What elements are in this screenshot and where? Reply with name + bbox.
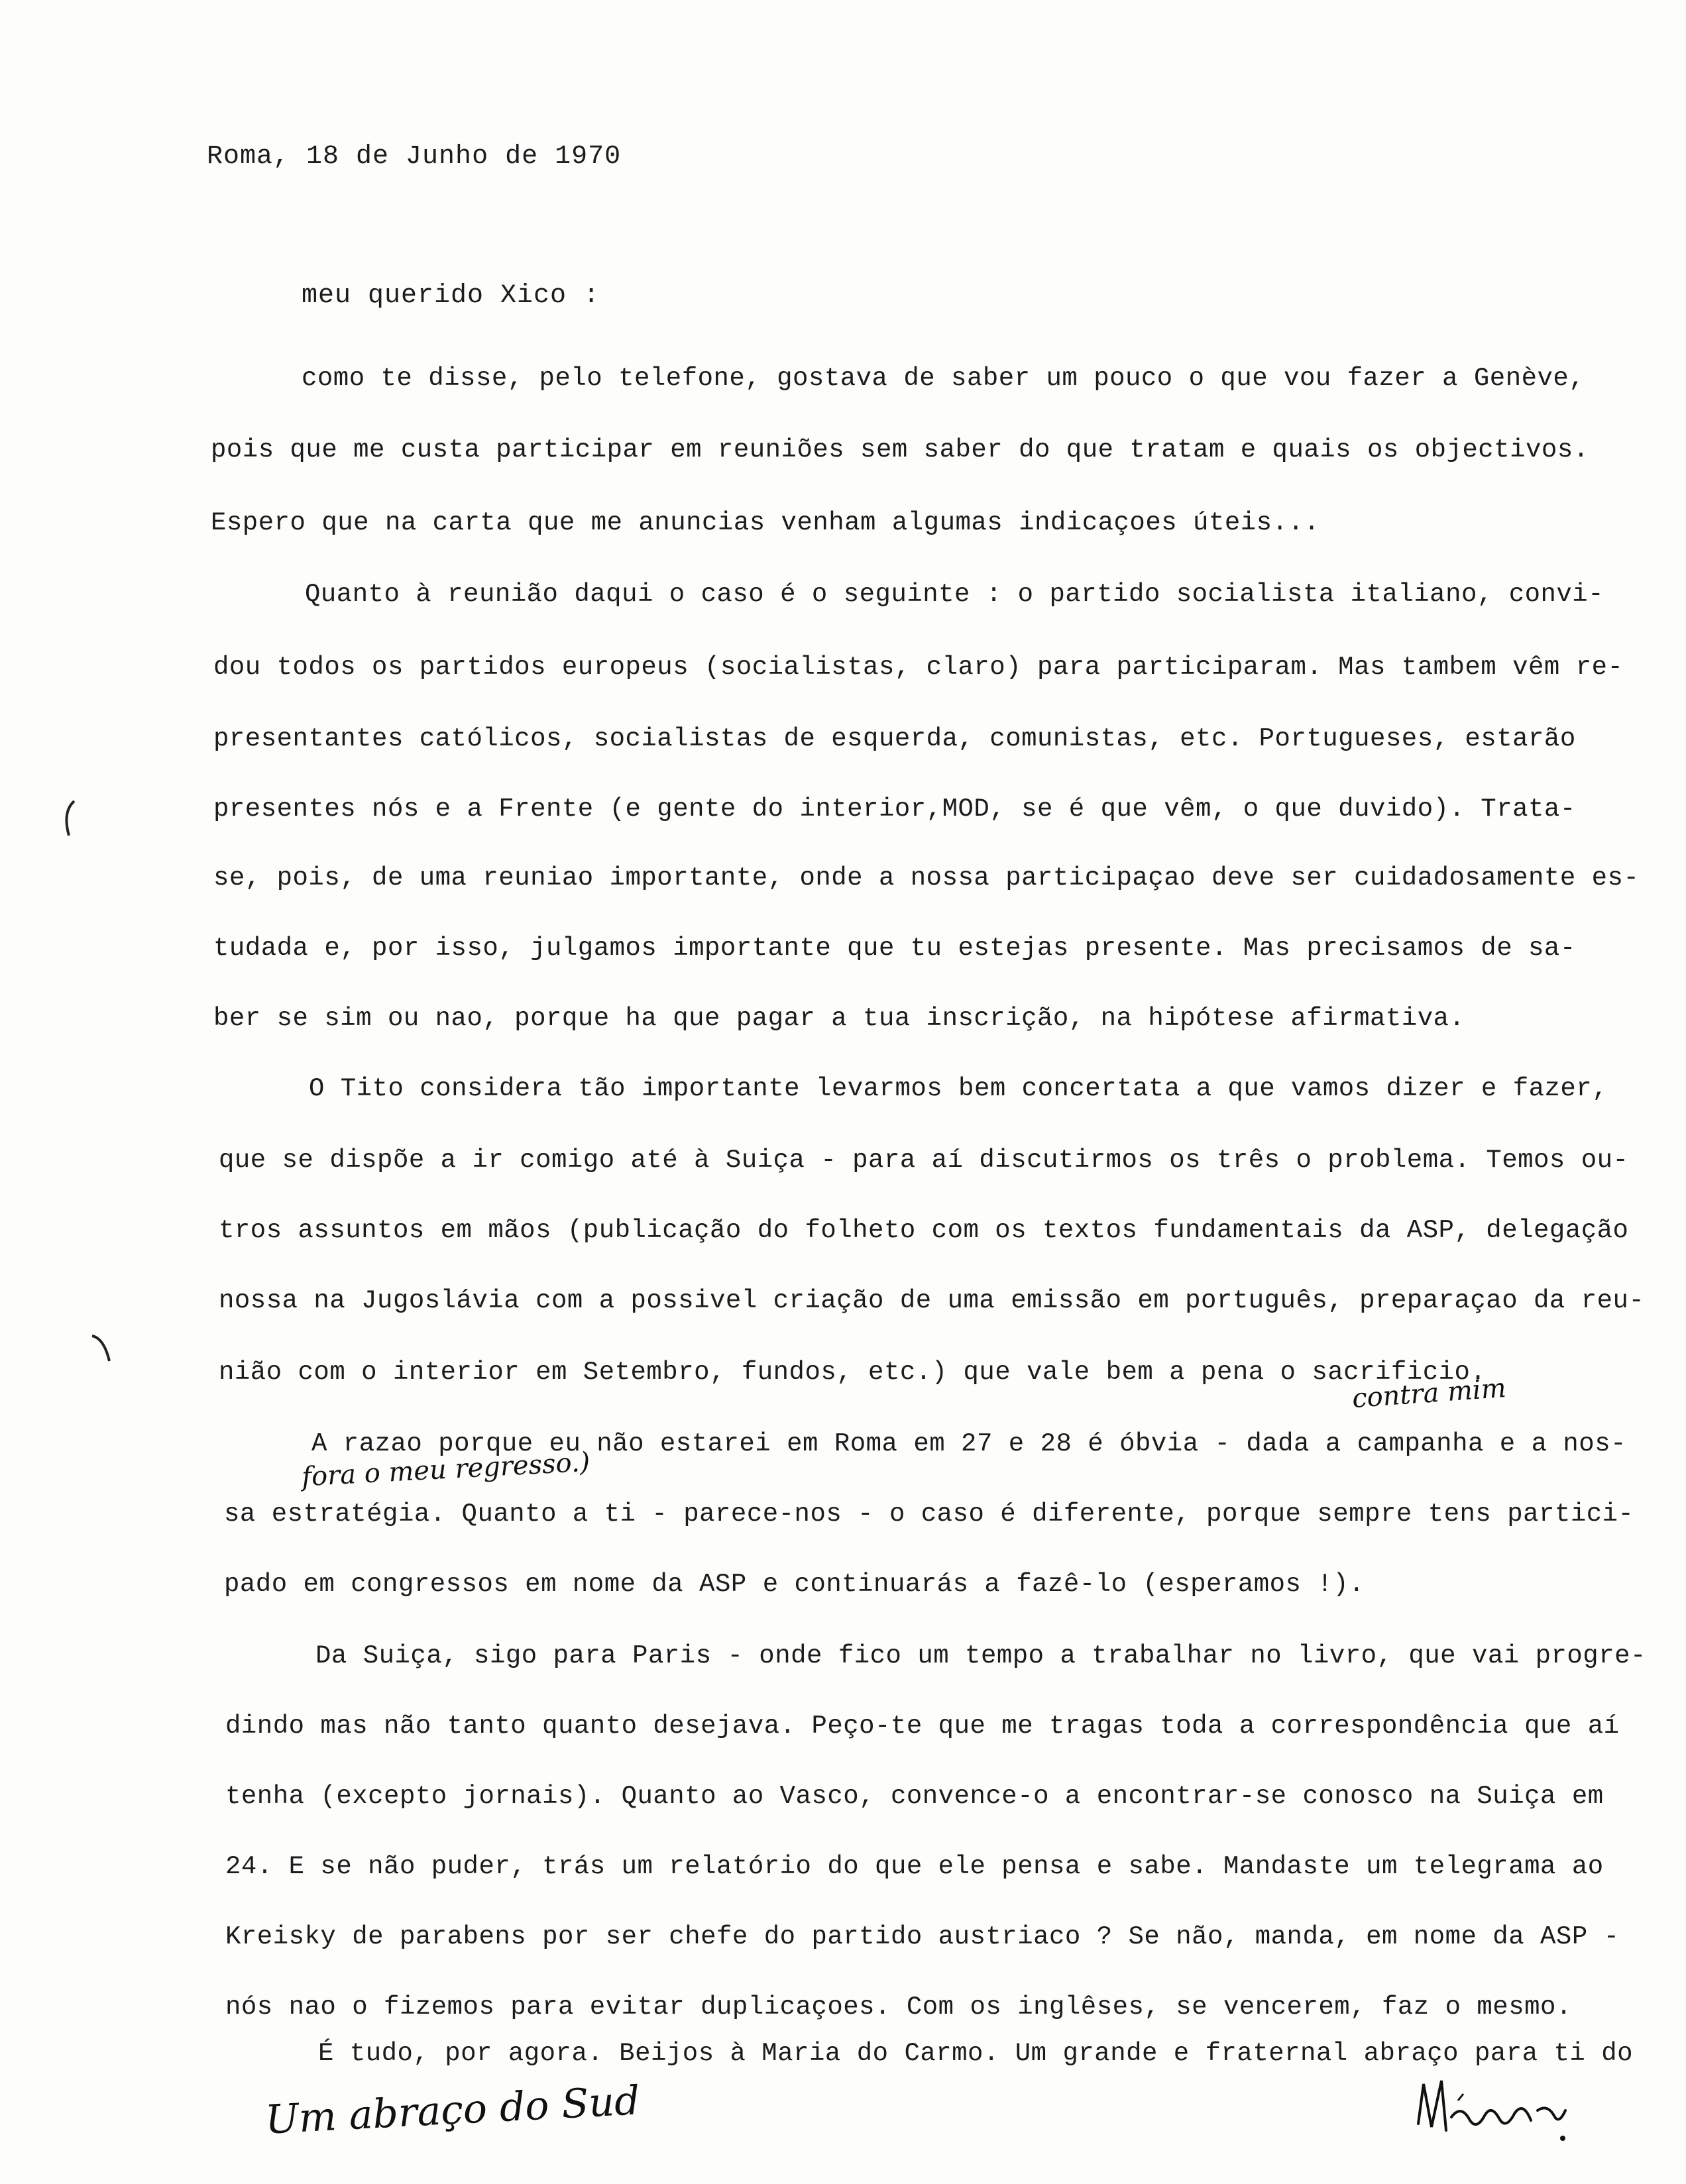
letter-line: como te disse, pelo telefone, gostava de saber um pouco o que vou fazer a Genève, [302,364,1585,393]
letter-line: pado em congressos em nome da ASP e continuarás a fazê-lo (esperamos !). [224,1570,1365,1599]
letter-line: A razao porque eu não estarei em Roma em 27 e 28 é óbvia - dada a campanha e a nos- [311,1429,1627,1458]
handwritten-insertion: fora o meu regresso.) [301,1447,591,1493]
letter-line: sa estratégia. Quanto a ti - parece-nos - o caso é diferente, porque sempre tens partici- [224,1500,1634,1529]
letter-line: nós nao o fizemos para evitar duplicaçoes. Com os inglêses, se vencerem, faz o mesmo. [225,1993,1572,2022]
letter-line: Quanto à reunião daqui o caso é o seguinte : o partido socialista italiano, convi- [305,580,1604,609]
letter-dateline: Roma, 18 de Junho de 1970 [207,142,622,172]
letter-line: tudada e, por isso, julgamos importante que tu estejas presente. Mas precisamos de sa- [213,934,1576,963]
letter-line: tros assuntos em mãos (publicação do folheto com os textos fundamentais da ASP, delegação [219,1216,1629,1245]
letter-line: nião com o interior em Setembro, fundos, etc.) que vale bem a pena o sacrificio. [219,1358,1487,1387]
letter-line: Da Suiça, sigo para Paris - onde fico um tempo a trabalhar no livro, que vai progre- [315,1641,1646,1670]
letter-line: tenha (excepto jornais). Quanto ao Vasco, convence-o a encontrar-se conosco na Suiça em [225,1782,1604,1811]
letter-line: É tudo, por agora. Beijos à Maria do Carmo. Um grande e fraternal abraço para ti do [318,2039,1634,2068]
letter-line: Kreisky de parabens por ser chefe do partido austriaco ? Se não, manda, em nome da ASP - [225,1922,1620,1951]
letter-line: dindo mas não tanto quanto desejava. Peço-te que me tragas toda a correspondência que aí [225,1712,1620,1741]
handwritten-insertion: contra mim [1351,1372,1507,1415]
letter-line: nossa na Jugoslávia com a possivel criação de uma emissão em português, preparaçao da reu- [219,1286,1645,1315]
handwritten-signoff: Um abraço do Sud [264,2077,642,2144]
letter-line: 24. E se não puder, trás um relatório do que ele pensa e sabe. Mandaste um telegrama ao [225,1852,1604,1881]
margin-bracket-mark [60,798,80,842]
letter-line: pois que me custa participar em reuniões sem saber do que tratam e quais os objectivos. [211,435,1589,464]
signature-mark [1412,2064,1571,2154]
letter-line: que se dispõe a ir comigo até à Suiça - para aí discutirmos os três o problema. Temos ou- [219,1146,1629,1175]
letter-line: O Tito considera tão importante levarmos bem concertata a que vamos dizer e fazer, [309,1074,1608,1103]
letter-line: Espero que na carta que me anuncias venham algumas indicaçoes úteis... [211,508,1320,537]
letter-line: se, pois, de uma reuniao importante, onde a nossa participaçao deve ser cuidadosamente es- [213,863,1640,893]
margin-tick-mark [89,1332,116,1368]
letter-line: ber se sim ou nao, porque ha que pagar a tua inscrição, na hipótese afirmativa. [213,1004,1465,1033]
letter-line: dou todos os partidos europeus (socialistas, claro) para participaram. Mas tambem vêm re- [213,653,1624,682]
letter-salutation: meu querido Xico : [302,281,600,311]
letter-line: presentes nós e a Frente (e gente do interior,MOD, se é que vêm, o que duvido). Trata- [213,794,1576,824]
letter-line: presentantes católicos, socialistas de esquerda, comunistas, etc. Portugueses, estarão [213,724,1576,753]
